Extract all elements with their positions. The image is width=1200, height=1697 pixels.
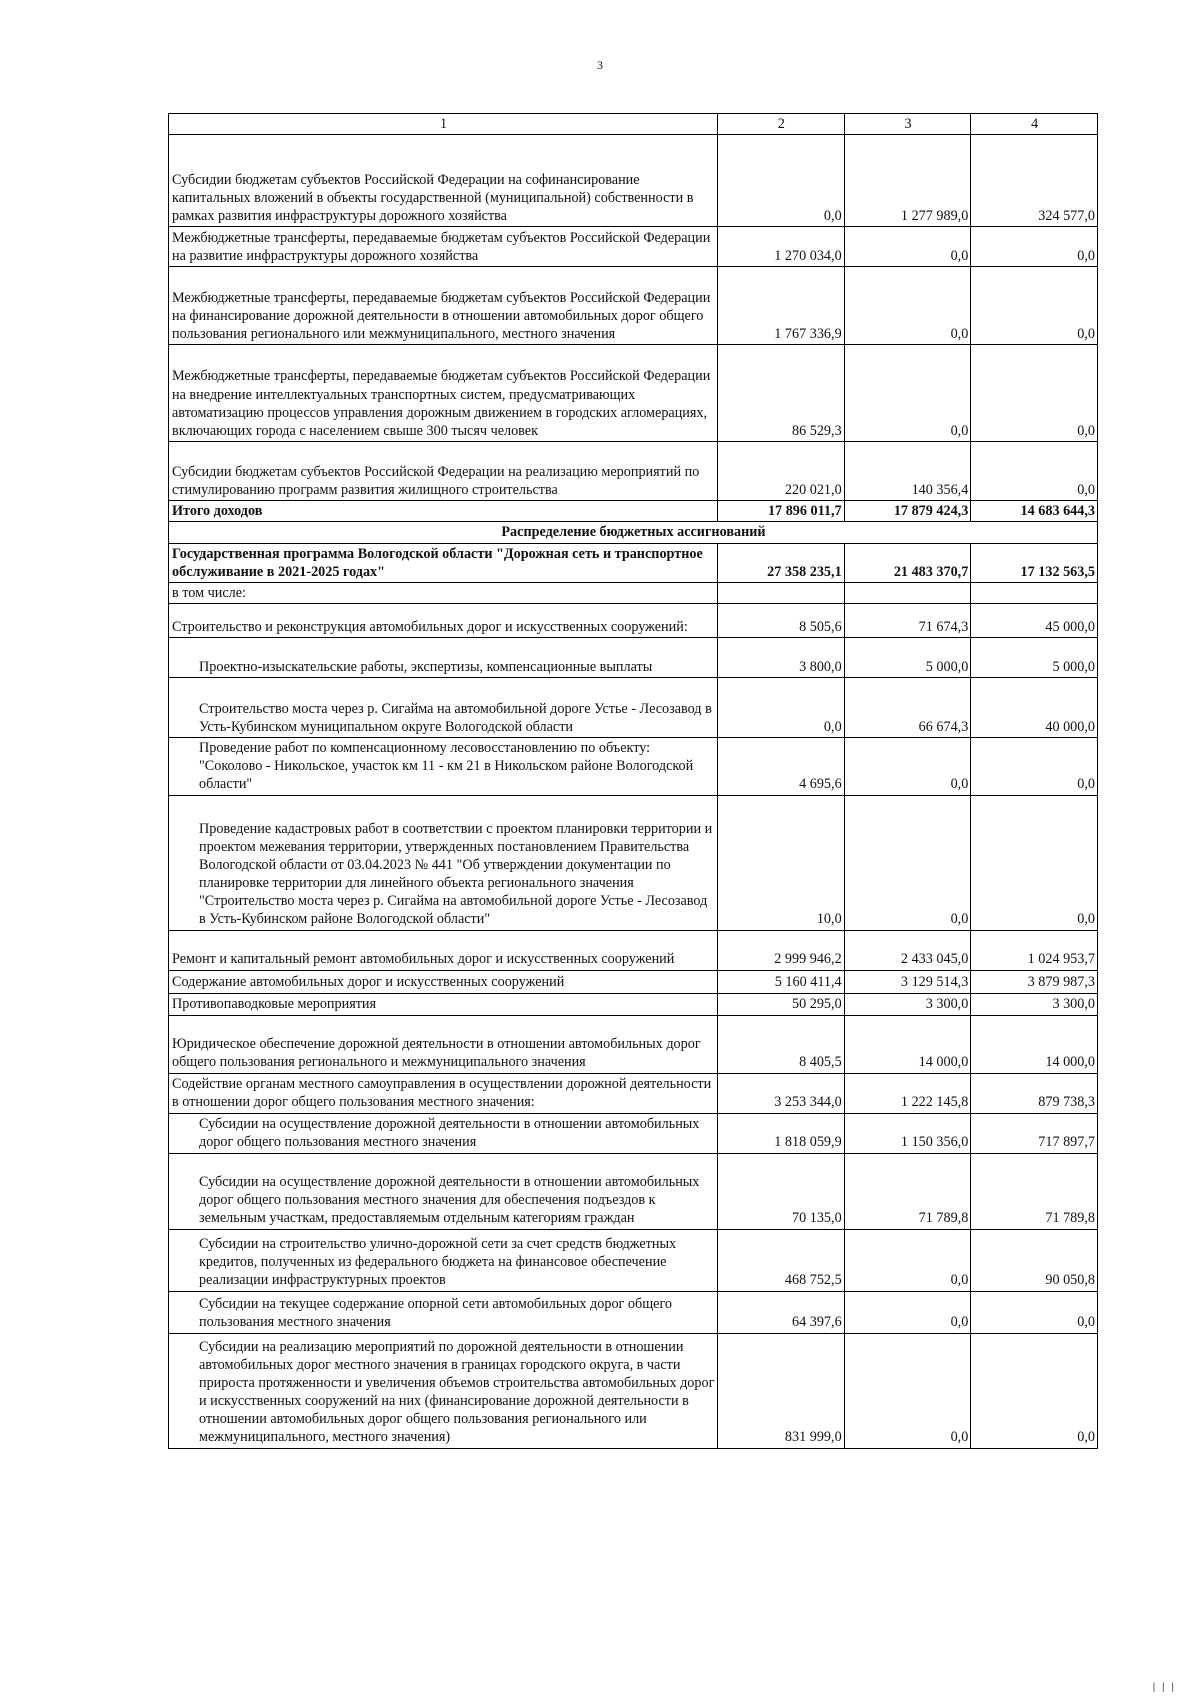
value-col-4: 0,0 xyxy=(971,1291,1098,1333)
value-col-4: 324 577,0 xyxy=(971,135,1098,227)
scan-marks: | | | xyxy=(1152,1682,1176,1693)
value-col-3: 0,0 xyxy=(844,1291,971,1333)
value-col-2: 27 358 235,1 xyxy=(718,543,845,582)
value-col-3: 71 674,3 xyxy=(844,604,971,638)
value-col-3: 0,0 xyxy=(844,1229,971,1291)
table-row xyxy=(169,1073,1098,1113)
value-col-3: 17 879 424,3 xyxy=(844,501,971,522)
value-col-3: 3 129 514,3 xyxy=(844,970,971,993)
value-col-2: 2 999 946,2 xyxy=(718,930,845,970)
column-header-2: 2 xyxy=(718,114,845,135)
table-row xyxy=(169,1113,1098,1153)
row-label: Субсидии на текущее содержание опорной сети автомобильных дорог общего пользования местного значения xyxy=(169,1291,718,1333)
value-col-3: 1 222 145,8 xyxy=(844,1073,971,1113)
row-label: Итого доходов xyxy=(169,501,718,522)
row-label: Юридическое обеспечение дорожной деятельности в отношении автомобильных дорог общего пользования регионального и межмуниципального значения xyxy=(169,1015,718,1073)
table-row xyxy=(169,267,1098,345)
row-label: Строительство моста через р. Сигайма на автомобильной дороге Устье - Лесозавод в Усть-Кубинском муниципальном округе Вологодской области xyxy=(169,678,718,738)
value-col-3: 0,0 xyxy=(844,1333,971,1448)
table-row xyxy=(169,227,1098,267)
value-col-4: 71 789,8 xyxy=(971,1153,1098,1229)
table-body xyxy=(169,135,1098,1448)
value-col-4: 14 000,0 xyxy=(971,1015,1098,1073)
row-label: Противопаводковые мероприятия xyxy=(169,993,718,1015)
table-row xyxy=(169,442,1098,501)
row-label: Ремонт и капитальный ремонт автомобильных дорог и искусственных сооружений xyxy=(169,930,718,970)
value-col-3 xyxy=(844,582,971,603)
row-label: Межбюджетные трансферты, передаваемые бюджетам субъектов Российской Федерации на финансирование дорожной деятельности в отношении автомобильных дорог общего пользования регионального или межмуниципального, местного значения xyxy=(169,267,718,345)
table-row xyxy=(169,930,1098,970)
value-col-3: 0,0 xyxy=(844,345,971,442)
value-col-2: 70 135,0 xyxy=(718,1153,845,1229)
value-col-4: 5 000,0 xyxy=(971,638,1098,678)
table-row xyxy=(169,1229,1098,1291)
value-col-4 xyxy=(971,582,1098,603)
table-row xyxy=(169,345,1098,442)
row-label: Государственная программа Вологодской области "Дорожная сеть и транспортное обслуживание в 2021-2025 годах" xyxy=(169,543,718,582)
value-col-4: 879 738,3 xyxy=(971,1073,1098,1113)
value-col-4: 717 897,7 xyxy=(971,1113,1098,1153)
value-col-2 xyxy=(718,582,845,603)
value-col-2: 8 505,6 xyxy=(718,604,845,638)
value-col-3: 3 300,0 xyxy=(844,993,971,1015)
row-label: Содержание автомобильных дорог и искусственных сооружений xyxy=(169,970,718,993)
value-col-2: 0,0 xyxy=(718,135,845,227)
value-col-4: 45 000,0 xyxy=(971,604,1098,638)
value-col-2: 220 021,0 xyxy=(718,442,845,501)
value-col-2: 17 896 011,7 xyxy=(718,501,845,522)
value-col-2: 3 253 344,0 xyxy=(718,1073,845,1113)
row-label: в том числе: xyxy=(169,582,718,603)
value-col-2: 50 295,0 xyxy=(718,993,845,1015)
table-row xyxy=(169,678,1098,738)
row-label: Строительство и реконструкция автомобильных дорог и искусственных сооружений: xyxy=(169,604,718,638)
table-row xyxy=(169,795,1098,930)
table-row xyxy=(169,501,1098,522)
row-label: Субсидии на осуществление дорожной деятельности в отношении автомобильных дорог общего пользования местного значения xyxy=(169,1113,718,1153)
column-header-3: 3 xyxy=(844,114,971,135)
value-col-4: 17 132 563,5 xyxy=(971,543,1098,582)
value-col-3: 5 000,0 xyxy=(844,638,971,678)
row-label: Субсидии бюджетам субъектов Российской Федерации на софинансирование капитальных вложений в объекты государственной (муниципальной) собственности в рамках развития инфраструктуры дорожного хозяйства xyxy=(169,135,718,227)
value-col-2: 4 695,6 xyxy=(718,738,845,796)
table-row xyxy=(169,582,1098,603)
value-col-4: 0,0 xyxy=(971,738,1098,796)
value-col-2: 8 405,5 xyxy=(718,1015,845,1073)
table-row xyxy=(169,1333,1098,1448)
value-col-4: 0,0 xyxy=(971,1333,1098,1448)
table-row xyxy=(169,135,1098,227)
value-col-3: 140 356,4 xyxy=(844,442,971,501)
section-header-row xyxy=(169,522,1098,543)
table-row xyxy=(169,1291,1098,1333)
value-col-2: 831 999,0 xyxy=(718,1333,845,1448)
value-col-2: 1 818 059,9 xyxy=(718,1113,845,1153)
column-header-1: 1 xyxy=(169,114,718,135)
value-col-2: 10,0 xyxy=(718,795,845,930)
row-label: Межбюджетные трансферты, передаваемые бюджетам субъектов Российской Федерации на развитие инфраструктуры дорожного хозяйства xyxy=(169,227,718,267)
value-col-2: 86 529,3 xyxy=(718,345,845,442)
value-col-2: 5 160 411,4 xyxy=(718,970,845,993)
value-col-4: 3 300,0 xyxy=(971,993,1098,1015)
table-row xyxy=(169,993,1098,1015)
row-label: Субсидии на реализацию мероприятий по дорожной деятельности в отношении автомобильных дорог местного значения в границах городского округа, в части прироста протяженности и увеличения объемов строительства автомобильных дорог и искусственных сооружений на них (финансирование дорожной деятельности в отношении автомобильных дорог общего пользования регионального или межмуниципального, местного значения) xyxy=(169,1333,718,1448)
row-label: Субсидии на осуществление дорожной деятельности в отношении автомобильных дорог общего пользования местного значения для обеспечения подъездов к земельным участкам, предоставляемым отдельным категориям граждан xyxy=(169,1153,718,1229)
value-col-3: 1 277 989,0 xyxy=(844,135,971,227)
value-col-2: 468 752,5 xyxy=(718,1229,845,1291)
row-label: Проведение кадастровых работ в соответствии с проектом планировки территории и проектом межевания территории, утвержденных постановлением Правительства Вологодской области от 03.04.2023 № 441 "Об утверждении документации по планировке территории для линейного объекта регионального значения "Строительство моста через р. Сигайма на автомобильной дороге Устье - Лесозавод в Усть-Кубинском районе Вологодской области" xyxy=(169,795,718,930)
value-col-3: 66 674,3 xyxy=(844,678,971,738)
table-row xyxy=(169,738,1098,796)
value-col-4: 40 000,0 xyxy=(971,678,1098,738)
row-label: Содействие органам местного самоуправления в осуществлении дорожной деятельности в отношении дорог общего пользования местного значения: xyxy=(169,1073,718,1113)
value-col-2: 3 800,0 xyxy=(718,638,845,678)
table-row xyxy=(169,638,1098,678)
value-col-3: 14 000,0 xyxy=(844,1015,971,1073)
row-label: Проведение работ по компенсационному лесовосстановлению по объекту: "Соколово - Никольское, участок км 11 - км 21 в Никольском районе Вологодской области" xyxy=(169,738,718,796)
row-label: Межбюджетные трансферты, передаваемые бюджетам субъектов Российской Федерации на внедрение интеллектуальных транспортных систем, предусматривающих автоматизацию процессов управления дорожным движением в городских агломерациях, включающих города с населением свыше 300 тысяч человек xyxy=(169,345,718,442)
row-label: Субсидии бюджетам субъектов Российской Федерации на реализацию мероприятий по стимулированию программ развития жилищного строительства xyxy=(169,442,718,501)
table-row xyxy=(169,1015,1098,1073)
value-col-4: 0,0 xyxy=(971,227,1098,267)
value-col-4: 0,0 xyxy=(971,267,1098,345)
value-col-4: 3 879 987,3 xyxy=(971,970,1098,993)
budget-table xyxy=(168,113,1098,1449)
page-number: 3 xyxy=(597,58,603,72)
value-col-4: 90 050,8 xyxy=(971,1229,1098,1291)
value-col-4: 14 683 644,3 xyxy=(971,501,1098,522)
value-col-4: 0,0 xyxy=(971,795,1098,930)
value-col-4: 0,0 xyxy=(971,442,1098,501)
value-col-2: 0,0 xyxy=(718,678,845,738)
table-row xyxy=(169,1153,1098,1229)
table-row xyxy=(169,543,1098,582)
table-row xyxy=(169,604,1098,638)
column-header-4: 4 xyxy=(971,114,1098,135)
value-col-4: 0,0 xyxy=(971,345,1098,442)
row-label: Субсидии на строительство улично-дорожной сети за счет средств бюджетных кредитов, полученных из федерального бюджета на финансовое обеспечение реализации инфраструктурных проектов xyxy=(169,1229,718,1291)
table-row xyxy=(169,970,1098,993)
value-col-3: 0,0 xyxy=(844,738,971,796)
section-title: Распределение бюджетных ассигнований xyxy=(169,522,1098,543)
value-col-3: 2 433 045,0 xyxy=(844,930,971,970)
value-col-3: 0,0 xyxy=(844,267,971,345)
row-label: Проектно-изыскательские работы, экспертизы, компенсационные выплаты xyxy=(169,638,718,678)
value-col-2: 1 270 034,0 xyxy=(718,227,845,267)
table-header-row xyxy=(169,114,1098,135)
value-col-2: 1 767 336,9 xyxy=(718,267,845,345)
value-col-3: 0,0 xyxy=(844,795,971,930)
value-col-3: 0,0 xyxy=(844,227,971,267)
value-col-3: 1 150 356,0 xyxy=(844,1113,971,1153)
value-col-3: 21 483 370,7 xyxy=(844,543,971,582)
value-col-4: 1 024 953,7 xyxy=(971,930,1098,970)
value-col-2: 64 397,6 xyxy=(718,1291,845,1333)
value-col-3: 71 789,8 xyxy=(844,1153,971,1229)
